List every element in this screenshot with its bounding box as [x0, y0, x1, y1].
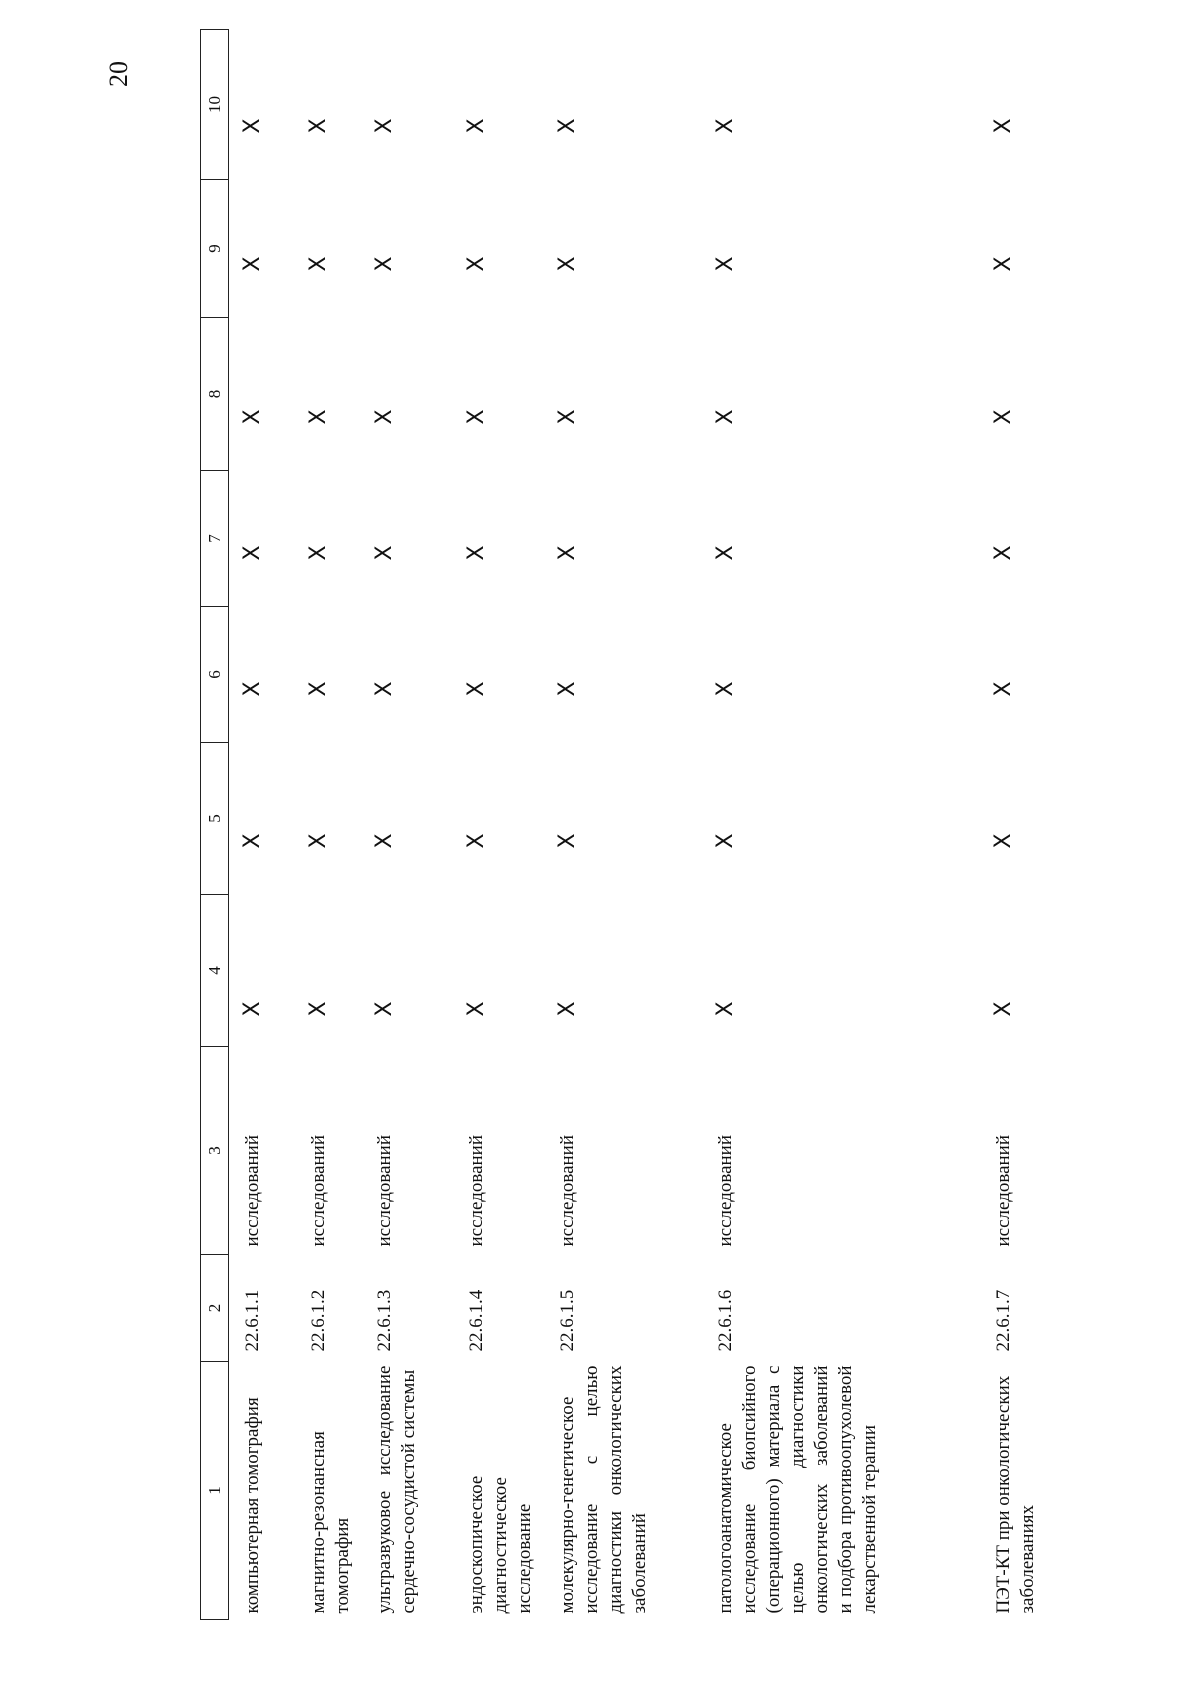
cell-value: X — [306, 118, 331, 134]
row-code: 22.6.1.7 — [993, 1289, 1014, 1352]
cell-value: X — [306, 681, 331, 697]
cell-value: X — [555, 256, 580, 272]
cell-value: X — [372, 409, 397, 425]
cell-value: X — [991, 545, 1016, 561]
row-name: эндоскопическое диагностическое исследование — [466, 1475, 535, 1614]
cell-value: X — [555, 409, 580, 425]
row-unit: исследований — [715, 1134, 736, 1247]
cell-value: X — [240, 833, 265, 849]
row-unit: исследований — [308, 1134, 329, 1247]
cell-value: X — [555, 681, 580, 697]
cell-value: X — [372, 1001, 397, 1017]
row-name: магнитно-резонансная томография — [308, 1431, 353, 1614]
cell-value: X — [464, 118, 489, 134]
table-row — [229, 30, 296, 1620]
cell-value: X — [555, 1001, 580, 1017]
cell-value: X — [240, 118, 265, 134]
cell-value: X — [713, 681, 738, 697]
column-header: 6 — [201, 607, 229, 743]
cell-value: X — [306, 545, 331, 561]
cell-value: X — [464, 545, 489, 561]
column-header: 9 — [201, 180, 229, 318]
row-unit: исследований — [242, 1134, 263, 1247]
cell-value: X — [240, 1001, 265, 1017]
row-name: ультразвуковое исследование сердечно-сосудистой системы — [374, 1365, 419, 1614]
column-header: 10 — [201, 30, 229, 180]
cell-value: X — [372, 545, 397, 561]
cell-value: X — [713, 256, 738, 272]
header-row — [201, 30, 229, 1620]
cell-value: X — [464, 833, 489, 849]
row-code: 22.6.1.4 — [466, 1289, 487, 1352]
column-header: 4 — [201, 895, 229, 1047]
table-row — [361, 30, 453, 1620]
cell-value: X — [713, 409, 738, 425]
cell-value: X — [306, 833, 331, 849]
row-unit: исследований — [993, 1134, 1014, 1247]
cell-value: X — [464, 409, 489, 425]
cell-value: X — [306, 256, 331, 272]
cell-value: X — [372, 256, 397, 272]
row-code: 22.6.1.5 — [557, 1289, 578, 1352]
row-unit: исследований — [466, 1134, 487, 1247]
table-row — [702, 30, 980, 1620]
rotated-table-container — [200, 30, 1200, 1620]
cell-value: X — [240, 545, 265, 561]
cell-value: X — [991, 681, 1016, 697]
row-code: 22.6.1.2 — [308, 1289, 329, 1352]
cell-value: X — [713, 545, 738, 561]
cell-value: X — [555, 833, 580, 849]
cell-value: X — [464, 681, 489, 697]
cell-value: X — [306, 409, 331, 425]
row-name: ПЭТ-КТ при онкологических заболеваниях — [993, 1375, 1038, 1614]
table-row — [453, 30, 544, 1620]
row-code: 22.6.1.6 — [715, 1289, 736, 1352]
cell-value: X — [991, 1001, 1016, 1017]
table-row — [980, 30, 1072, 1620]
cell-value: X — [991, 256, 1016, 272]
cell-value: X — [372, 118, 397, 134]
cell-value: X — [372, 681, 397, 697]
row-code: 22.6.1.1 — [242, 1289, 263, 1352]
cell-value: X — [555, 545, 580, 561]
row-code: 22.6.1.3 — [374, 1289, 395, 1352]
column-header: 7 — [201, 471, 229, 607]
column-header: 1 — [201, 1362, 229, 1620]
row-unit: исследований — [557, 1134, 578, 1247]
cell-value: X — [240, 256, 265, 272]
cell-value: X — [555, 118, 580, 134]
cell-value: X — [372, 833, 397, 849]
row-name: патологоанатомическое исследование биопсийного (операционного) материала с целью диагностики онкологических заболеваний и подбора противоопухолевой лекарственной терапии — [715, 1365, 880, 1614]
table-row — [295, 30, 361, 1620]
cell-value: X — [713, 1001, 738, 1017]
cell-value: X — [240, 409, 265, 425]
page-number: 20 — [104, 61, 133, 87]
column-header: 2 — [201, 1255, 229, 1362]
services-table — [200, 29, 1072, 1620]
cell-value: X — [240, 681, 265, 697]
cell-value: X — [306, 1001, 331, 1017]
row-name: молекулярно-генетическое исследование с целью диагностики онкологических заболеваний — [557, 1365, 650, 1614]
column-header: 3 — [201, 1047, 229, 1255]
cell-value: X — [991, 118, 1016, 134]
column-header: 5 — [201, 743, 229, 895]
cell-value: X — [991, 833, 1016, 849]
cell-value: X — [464, 1001, 489, 1017]
cell-value: X — [713, 118, 738, 134]
row-name: компьютерная томография — [242, 1397, 263, 1614]
cell-value: X — [713, 833, 738, 849]
row-unit: исследований — [374, 1134, 395, 1247]
column-header: 8 — [201, 318, 229, 471]
cell-value: X — [991, 409, 1016, 425]
table-row — [544, 30, 702, 1620]
cell-value: X — [464, 256, 489, 272]
